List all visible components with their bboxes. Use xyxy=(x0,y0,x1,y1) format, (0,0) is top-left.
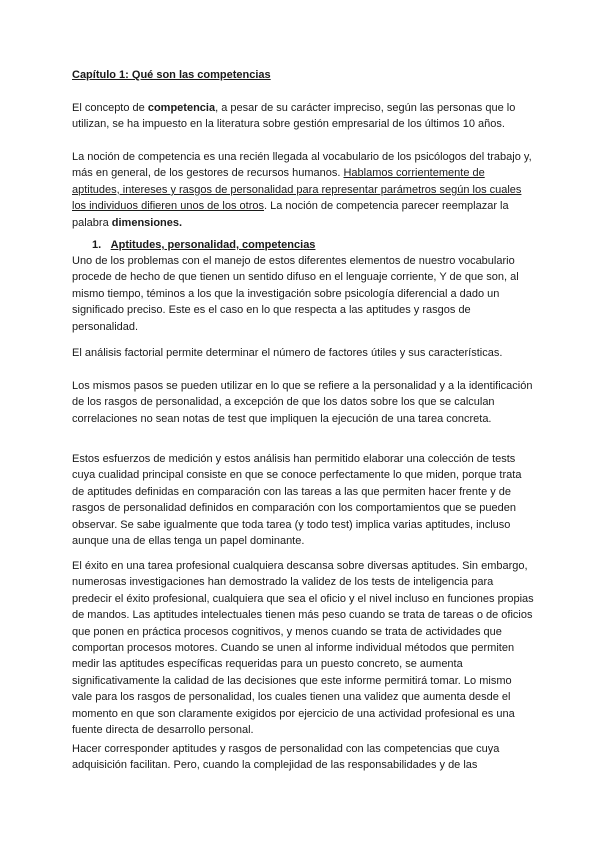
bold-term-dimensiones: dimensiones. xyxy=(111,216,183,229)
paragraph-exito-profesional: El éxito en una tarea profesional cualquiera descansa sobre diversas aptitudes. Sin embargo, numerosas investigaciones han demostrado la validez de los tests de inteligencia para predecir el éxito profesional, cualquiera que sea el oficio y el nivel incluso en funciones propias de mandos. Las aptitudes intelectuales tienen más peso cuando se trata de tareas o de oficios que ponen en práctica procesos cognitivos, y menos cuando se trata de actividades que comportan procesos motores. Cuando se unen al informe individual métodos que permiten medir las aptitudes específicas requeridas para un puesto concreto, se aumenta significativamente la calidad de las decisiones que este informe permitirá tomar. Lo mismo vale para los rasgos de personalidad, los cuales tienen una validez que aumenta desde el momento en que son claramente exigidos por ejercicio de una actividad profesional es una fuente directa de desarrollo personal. xyxy=(72,560,534,737)
paragraph-personalidad: Los mismos pasos se pueden utilizar en lo que se refiere a la personalidad y a la identificación de los rasgos de personalidad, a excepción de que los datos sobre los que se calculan correlaciones no sean notas de test que impliquen la ejecución de una tarea concreta. xyxy=(72,380,533,425)
bold-term-competencia: competencia xyxy=(147,102,216,114)
section-heading-1 xyxy=(92,237,532,253)
section-number: 1. xyxy=(92,239,102,251)
paragraph-problemas-vocabulario: Uno de los problemas con el manejo de estos diferentes elementos de nuestro vocabulario procede de hecho de que tienen un sentido difuso en el lenguaje corriente, Y de que son, al mismo tiempo, téminos a los que la investigación sobre psicología diferencial a dado un significado preciso. Este es el caso en lo que respecta a las aptitudes y rasgos de personalidad. xyxy=(72,255,519,333)
paragraph-analisis-factorial: El análisis factorial permite determinar el número de factores útiles y sus características. xyxy=(72,347,503,359)
paragraph-corresponder-aptitudes: Hacer corresponder aptitudes y rasgos de personalidad con las competencias que cuya adquisición facilitan. Pero, cuando la complejidad de las responsabilidades y de las xyxy=(72,743,500,772)
paragraph-competencia-intro xyxy=(72,100,534,133)
paragraph-nocion-competencia xyxy=(72,149,534,231)
chapter-title: Capítulo 1: Qué son las competencias xyxy=(72,69,271,81)
section-title: Aptitudes, personalidad, competencias xyxy=(110,239,316,251)
paragraph-text: , a pesar de su carácter impreciso, según las personas que lo utilizan, se ha impuesto en la literatura sobre gestión empresarial de los últimos 10 años. xyxy=(72,102,516,131)
paragraph-medicion: Estos esfuerzos de medición y estos análisis han permitido elaborar una colección de tests cuya cualidad principal consiste en que se conoce perfectamente lo que miden, porque trata de aptitudes definidas en comparación con las tareas a las que permiten hacer frente y de rasgos de personalidad definidos en comparación con los comportamientos que se pueden observar. Se sabe igualmente que toda tarea (y todo test) implica varias aptitudes, incluso aunque una de ellas tenga un papel dominante. xyxy=(72,453,522,548)
paragraph-text: La noción de competencia es una recién llegada al vocabulario de los psicólogos del trabajo y, más en general, de los gestores de recursos humanos. xyxy=(72,151,532,180)
underlined-text: Hablamos corrientemente de aptitudes, intereses y rasgos de personalidad para representar parámetros según los cuales los individuos difieren unos de los otros xyxy=(72,167,522,213)
paragraph-text: El concepto de xyxy=(72,102,148,114)
paragraph-text: . La noción de competencia parecer reemplazar la palabra xyxy=(72,200,509,229)
